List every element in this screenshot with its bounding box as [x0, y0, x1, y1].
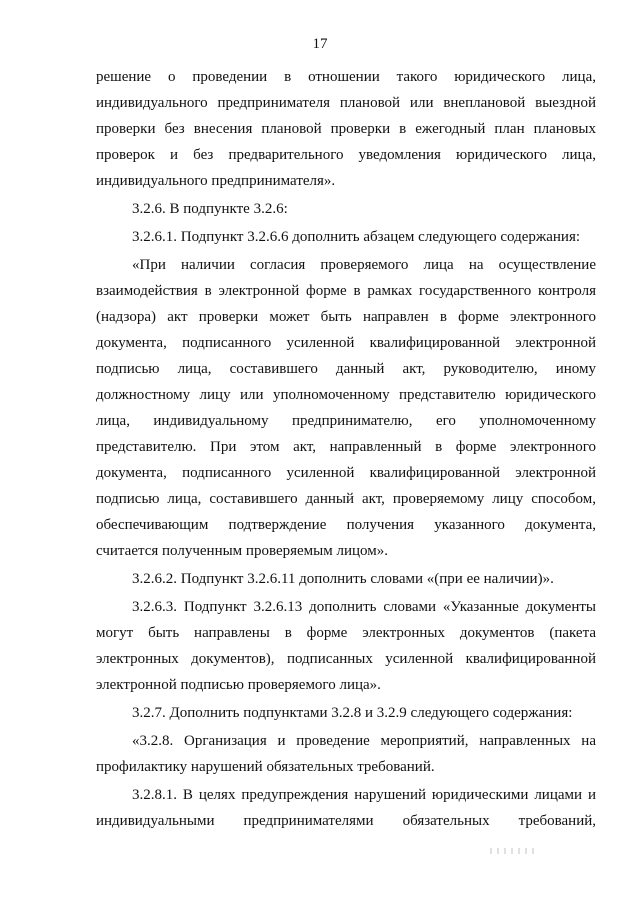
- paragraph-3-2-8: «3.2.8. Организация и проведение мероприятий, направленных на профилактику нарушений обязательных требований.: [96, 733, 596, 775]
- paragraph-3-2-8-1: 3.2.8.1. В целях предупреждения нарушений юридическими лицами и индивидуальными предпринимателями обязательных требований,: [96, 787, 596, 829]
- paragraph-3-2-6: 3.2.6. В подпункте 3.2.6:: [132, 201, 288, 217]
- paragraph-3-2-6-2: 3.2.6.2. Подпункт 3.2.6.11 дополнить словами «(при ее наличии)».: [132, 571, 554, 587]
- document-body: [96, 64, 596, 834]
- paragraph-3-2-7: 3.2.7. Дополнить подпунктами 3.2.8 и 3.2.9 следующего содержания:: [132, 705, 573, 721]
- paragraph-continuation: решение о проведении в отношении такого юридического лица, индивидуального предпринимателя плановой или внеплановой выездной проверки без внесения плановой проверки в ежегодный план плановых проверок и без предварительного уведомления юридического лица, индивидуального предпринимателя».: [96, 69, 596, 189]
- scan-mark: [490, 848, 536, 854]
- paragraph-3-2-6-3: 3.2.6.3. Подпункт 3.2.6.13 дополнить словами «Указанные документы могут быть направлены в форме электронных документов (пакета электронных документов), подписанных усиленной квалифицированной электронной подписью проверяемого лица».: [96, 599, 596, 693]
- quoted-paragraph-electronic-act: «При наличии согласия проверяемого лица на осуществление взаимодействия в электронной форме в рамках государственного контроля (надзора) акт проверки может быть направлен в форме электронного документа, подписанного усиленной квалифицированной электронной подписью лица, составившего данный акт, руководителю, иному должностному лицу или уполномоченному представителю юридического лица, индивидуальному предпринимателю, его уполномоченному представителю. При этом акт, направленный в форме электронного документа, подписанного усиленной квалифицированной электронной подписью лица, составившего данный акт, проверяемому лицу способом, обеспечивающим подтверждение получения указанного документа, считается полученным проверяемым лицом».: [96, 257, 596, 559]
- page-number: 17: [312, 36, 328, 52]
- paragraph-3-2-6-1: 3.2.6.1. Подпункт 3.2.6.6 дополнить абзацем следующего содержания:: [132, 229, 581, 245]
